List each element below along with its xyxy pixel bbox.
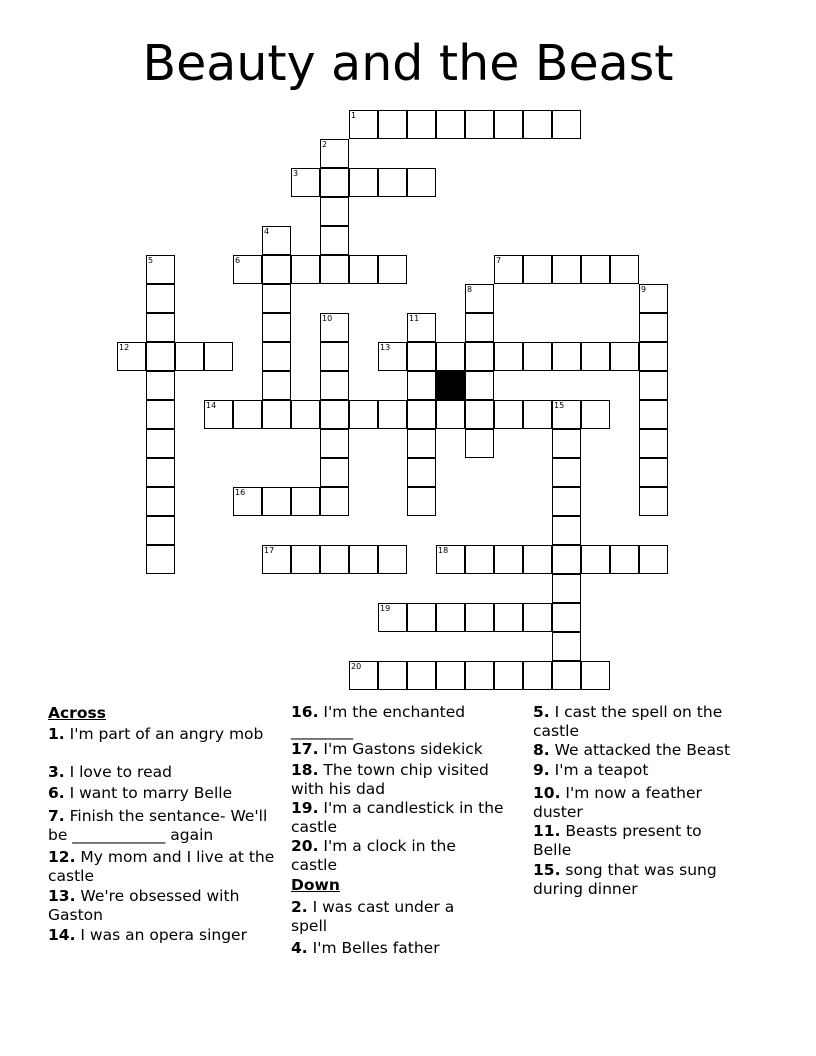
grid-cell[interactable] bbox=[581, 342, 610, 371]
grid-cell[interactable] bbox=[320, 313, 349, 342]
grid-cell[interactable] bbox=[349, 545, 378, 574]
clue-text: I'm a clock in the castle bbox=[291, 837, 456, 874]
clue-across-12 bbox=[48, 848, 288, 885]
grid-cell[interactable] bbox=[262, 313, 291, 342]
grid-cell[interactable] bbox=[320, 458, 349, 487]
grid-cell[interactable] bbox=[610, 255, 639, 284]
grid-cell[interactable] bbox=[436, 342, 465, 371]
clue-text: We attacked the Beast bbox=[554, 741, 731, 759]
cell-number: 17 bbox=[264, 546, 275, 555]
grid-cell[interactable] bbox=[349, 168, 378, 197]
clue-down-9 bbox=[533, 761, 773, 780]
grid-cell[interactable] bbox=[465, 342, 494, 371]
grid-cell[interactable] bbox=[378, 603, 407, 632]
grid-cell[interactable] bbox=[436, 110, 465, 139]
grid-cell[interactable] bbox=[146, 400, 175, 429]
clue-number: 9. bbox=[533, 761, 550, 779]
grid-cell[interactable] bbox=[291, 400, 320, 429]
grid-cell[interactable] bbox=[523, 342, 552, 371]
cell-number: 9 bbox=[641, 285, 647, 294]
grid-cell[interactable] bbox=[523, 255, 552, 284]
grid-cell[interactable] bbox=[494, 661, 523, 690]
cell-number: 6 bbox=[235, 256, 241, 265]
clue-across-19 bbox=[291, 799, 516, 836]
clue-number: 12. bbox=[48, 848, 76, 866]
cell-number: 13 bbox=[380, 343, 391, 352]
grid-cell[interactable] bbox=[494, 342, 523, 371]
grid-cell[interactable] bbox=[320, 342, 349, 371]
clue-text: We're obsessed with Gaston bbox=[48, 887, 240, 924]
grid-cell[interactable] bbox=[320, 168, 349, 197]
grid-cell[interactable] bbox=[378, 168, 407, 197]
grid-cell[interactable] bbox=[523, 603, 552, 632]
grid-cell[interactable] bbox=[320, 429, 349, 458]
clue-text: I was an opera singer bbox=[80, 926, 247, 944]
grid-cell[interactable] bbox=[175, 342, 204, 371]
clue-down-15 bbox=[533, 861, 748, 898]
grid-cell[interactable] bbox=[378, 110, 407, 139]
grid-cell[interactable] bbox=[523, 661, 552, 690]
grid-cell[interactable] bbox=[378, 545, 407, 574]
clue-number: 5. bbox=[533, 703, 550, 721]
across-heading: Across bbox=[48, 704, 106, 722]
grid-cell[interactable] bbox=[262, 342, 291, 371]
grid-cell[interactable] bbox=[291, 487, 320, 516]
grid-cell[interactable] bbox=[552, 255, 581, 284]
cell-number: 15 bbox=[554, 401, 565, 410]
clue-text: Finish the sentance- We'll be ____________ again bbox=[48, 807, 268, 844]
grid-cell[interactable] bbox=[291, 168, 320, 197]
clue-number: 2. bbox=[291, 898, 308, 916]
grid-cell[interactable] bbox=[465, 110, 494, 139]
grid-cell[interactable] bbox=[552, 400, 581, 429]
clue-text: I cast the spell on the castle bbox=[533, 703, 723, 740]
grid-cell[interactable] bbox=[552, 110, 581, 139]
grid-cell[interactable] bbox=[204, 400, 233, 429]
grid-cell[interactable] bbox=[146, 342, 175, 371]
grid-cell[interactable] bbox=[320, 226, 349, 255]
clue-text: I want to marry Belle bbox=[69, 784, 233, 802]
grid-cell[interactable] bbox=[146, 487, 175, 516]
grid-cell[interactable] bbox=[552, 458, 581, 487]
grid-cell[interactable] bbox=[639, 429, 668, 458]
grid-cell[interactable] bbox=[146, 371, 175, 400]
clue-number: 14. bbox=[48, 926, 76, 944]
clue-number: 6. bbox=[48, 784, 65, 802]
grid-cell[interactable] bbox=[204, 342, 233, 371]
grid-cell[interactable] bbox=[552, 661, 581, 690]
clue-down-2 bbox=[291, 898, 491, 935]
clue-number: 10. bbox=[533, 784, 561, 802]
clue-down-10 bbox=[533, 784, 733, 821]
clue-text: I'm part of an angry mob bbox=[69, 725, 264, 743]
clue-number: 11. bbox=[533, 822, 561, 840]
cell-number: 2 bbox=[322, 140, 328, 149]
grid-cell[interactable] bbox=[465, 545, 494, 574]
grid-cell[interactable] bbox=[581, 545, 610, 574]
grid-cell[interactable] bbox=[552, 429, 581, 458]
grid-cell[interactable] bbox=[320, 197, 349, 226]
grid-cell[interactable] bbox=[465, 429, 494, 458]
grid-cell[interactable] bbox=[465, 603, 494, 632]
grid-cell[interactable] bbox=[581, 255, 610, 284]
grid-cell[interactable] bbox=[262, 400, 291, 429]
cell-number: 20 bbox=[351, 662, 362, 671]
grid-cell[interactable] bbox=[146, 516, 175, 545]
clue-number: 8. bbox=[533, 741, 550, 759]
grid-cell[interactable] bbox=[117, 342, 146, 371]
clue-number: 1. bbox=[48, 725, 65, 743]
grid-cell[interactable] bbox=[552, 342, 581, 371]
grid-cell[interactable] bbox=[639, 371, 668, 400]
clue-number: 3. bbox=[48, 763, 65, 781]
clue-number: 20. bbox=[291, 837, 319, 855]
grid-cell[interactable] bbox=[465, 400, 494, 429]
grid-cell[interactable] bbox=[407, 487, 436, 516]
cell-number: 10 bbox=[322, 314, 333, 323]
clue-text: My mom and I live at the castle bbox=[48, 848, 275, 885]
cell-number: 12 bbox=[119, 343, 130, 352]
clue-number: 16. bbox=[291, 703, 319, 721]
clue-text: song that was sung during dinner bbox=[533, 861, 717, 898]
grid-cell[interactable] bbox=[552, 574, 581, 603]
grid-cell[interactable] bbox=[465, 661, 494, 690]
grid-cell[interactable] bbox=[436, 603, 465, 632]
cell-number: 5 bbox=[148, 256, 154, 265]
grid-cell[interactable] bbox=[349, 255, 378, 284]
clue-text: I'm a candlestick in the castle bbox=[291, 799, 504, 836]
grid-cell[interactable] bbox=[262, 226, 291, 255]
clue-across-13 bbox=[48, 887, 288, 924]
clue-across-3 bbox=[48, 763, 288, 782]
grid-cell[interactable] bbox=[320, 255, 349, 284]
clue-text: I'm Gastons sidekick bbox=[323, 740, 483, 758]
grid-cell[interactable] bbox=[552, 603, 581, 632]
grid-cell[interactable] bbox=[407, 313, 436, 342]
grid-cell[interactable] bbox=[639, 487, 668, 516]
grid-cell[interactable] bbox=[610, 545, 639, 574]
clue-number: 4. bbox=[291, 939, 308, 957]
grid-cell[interactable] bbox=[262, 545, 291, 574]
grid-cell[interactable] bbox=[349, 110, 378, 139]
grid-cell[interactable] bbox=[494, 255, 523, 284]
grid-cell[interactable] bbox=[552, 632, 581, 661]
grid-cell[interactable] bbox=[349, 661, 378, 690]
grid-cell[interactable] bbox=[407, 110, 436, 139]
grid-cell[interactable] bbox=[639, 284, 668, 313]
grid-cell[interactable] bbox=[378, 661, 407, 690]
grid-cell[interactable] bbox=[523, 110, 552, 139]
grid-cell[interactable] bbox=[465, 313, 494, 342]
clue-number: 17. bbox=[291, 740, 319, 758]
grid-cell[interactable] bbox=[465, 284, 494, 313]
clue-across-7 bbox=[48, 807, 283, 844]
grid-cell[interactable] bbox=[639, 458, 668, 487]
grid-cell[interactable] bbox=[465, 371, 494, 400]
clue-across-6 bbox=[48, 784, 288, 803]
cell-number: 14 bbox=[206, 401, 217, 410]
grid-cell[interactable] bbox=[436, 400, 465, 429]
cell-number: 1 bbox=[351, 111, 357, 120]
clue-across-20 bbox=[291, 837, 491, 874]
clue-number: 13. bbox=[48, 887, 76, 905]
grid-cell[interactable] bbox=[552, 516, 581, 545]
cell-number: 18 bbox=[438, 546, 449, 555]
clue-number: 18. bbox=[291, 761, 319, 779]
grid-cell[interactable] bbox=[407, 603, 436, 632]
grid-cell[interactable] bbox=[552, 487, 581, 516]
clue-text: The town chip visited with his dad bbox=[291, 761, 489, 798]
grid-cell[interactable] bbox=[581, 400, 610, 429]
grid-cell[interactable] bbox=[639, 545, 668, 574]
clue-across-17 bbox=[291, 740, 531, 759]
grid-cell[interactable] bbox=[552, 545, 581, 574]
grid-cell[interactable] bbox=[262, 255, 291, 284]
cell-number: 7 bbox=[496, 256, 502, 265]
grid-cell[interactable] bbox=[407, 458, 436, 487]
grid-cell[interactable] bbox=[494, 603, 523, 632]
clue-across-1 bbox=[48, 725, 288, 744]
grid-cell[interactable] bbox=[262, 371, 291, 400]
cell-number: 19 bbox=[380, 604, 391, 613]
puzzle-title: Beauty and the Beast bbox=[142, 35, 674, 92]
grid-cell[interactable] bbox=[639, 400, 668, 429]
grid-cell[interactable] bbox=[494, 545, 523, 574]
grid-cell[interactable] bbox=[146, 458, 175, 487]
down-heading: Down bbox=[291, 876, 340, 894]
grid-cell[interactable] bbox=[378, 400, 407, 429]
grid-cell[interactable] bbox=[233, 487, 262, 516]
clue-text: I was cast under a spell bbox=[291, 898, 455, 935]
clue-text: I'm the enchanted ________ bbox=[291, 703, 466, 740]
clue-text: I love to read bbox=[69, 763, 172, 781]
grid-cell[interactable] bbox=[378, 255, 407, 284]
grid-cell[interactable] bbox=[146, 284, 175, 313]
grid-cell[interactable] bbox=[291, 545, 320, 574]
grid-cell[interactable] bbox=[407, 342, 436, 371]
grid-cell[interactable] bbox=[610, 342, 639, 371]
grid-cell[interactable] bbox=[378, 342, 407, 371]
grid-cell[interactable] bbox=[494, 110, 523, 139]
clue-across-14 bbox=[48, 926, 288, 945]
clue-text: I'm now a feather duster bbox=[533, 784, 702, 821]
clue-number: 19. bbox=[291, 799, 319, 817]
grid-cell[interactable] bbox=[407, 661, 436, 690]
grid-cell[interactable] bbox=[436, 545, 465, 574]
grid-cell[interactable] bbox=[146, 255, 175, 284]
clue-text: I'm Belles father bbox=[312, 939, 440, 957]
clue-number: 15. bbox=[533, 861, 561, 879]
cell-number: 16 bbox=[235, 488, 246, 497]
grid-cell[interactable] bbox=[146, 545, 175, 574]
grid-cell[interactable] bbox=[291, 255, 320, 284]
clue-text: I'm a teapot bbox=[554, 761, 649, 779]
grid-cell[interactable] bbox=[407, 371, 436, 400]
cell-number: 8 bbox=[467, 285, 473, 294]
grid-cell[interactable] bbox=[523, 545, 552, 574]
grid-cell[interactable] bbox=[436, 661, 465, 690]
blocked-cell bbox=[436, 371, 465, 400]
grid-cell[interactable] bbox=[639, 342, 668, 371]
grid-cell[interactable] bbox=[146, 313, 175, 342]
grid-cell[interactable] bbox=[349, 400, 378, 429]
cell-number: 11 bbox=[409, 314, 420, 323]
grid-cell[interactable] bbox=[581, 661, 610, 690]
grid-cell[interactable] bbox=[233, 255, 262, 284]
grid-cell[interactable] bbox=[320, 487, 349, 516]
clue-down-5 bbox=[533, 703, 758, 740]
grid-cell[interactable] bbox=[407, 400, 436, 429]
grid-cell[interactable] bbox=[407, 429, 436, 458]
clue-text: Beasts present to Belle bbox=[533, 822, 702, 859]
grid-cell[interactable] bbox=[320, 545, 349, 574]
cell-number: 3 bbox=[293, 169, 299, 178]
grid-cell[interactable] bbox=[262, 284, 291, 313]
clue-down-11 bbox=[533, 822, 733, 859]
clue-across-16 bbox=[291, 703, 491, 740]
clue-down-8 bbox=[533, 741, 773, 760]
grid-cell[interactable] bbox=[146, 429, 175, 458]
clue-down-4 bbox=[291, 939, 531, 958]
cell-number: 4 bbox=[264, 227, 270, 236]
clue-number: 7. bbox=[48, 807, 65, 825]
grid-cell[interactable] bbox=[523, 400, 552, 429]
grid-cell[interactable] bbox=[233, 400, 262, 429]
grid-cell[interactable] bbox=[262, 487, 291, 516]
clue-across-18 bbox=[291, 761, 516, 798]
grid-cell[interactable] bbox=[494, 400, 523, 429]
grid-cell[interactable] bbox=[639, 313, 668, 342]
grid-cell[interactable] bbox=[320, 371, 349, 400]
grid-cell[interactable] bbox=[320, 139, 349, 168]
grid-cell[interactable] bbox=[407, 168, 436, 197]
grid-cell[interactable] bbox=[320, 400, 349, 429]
